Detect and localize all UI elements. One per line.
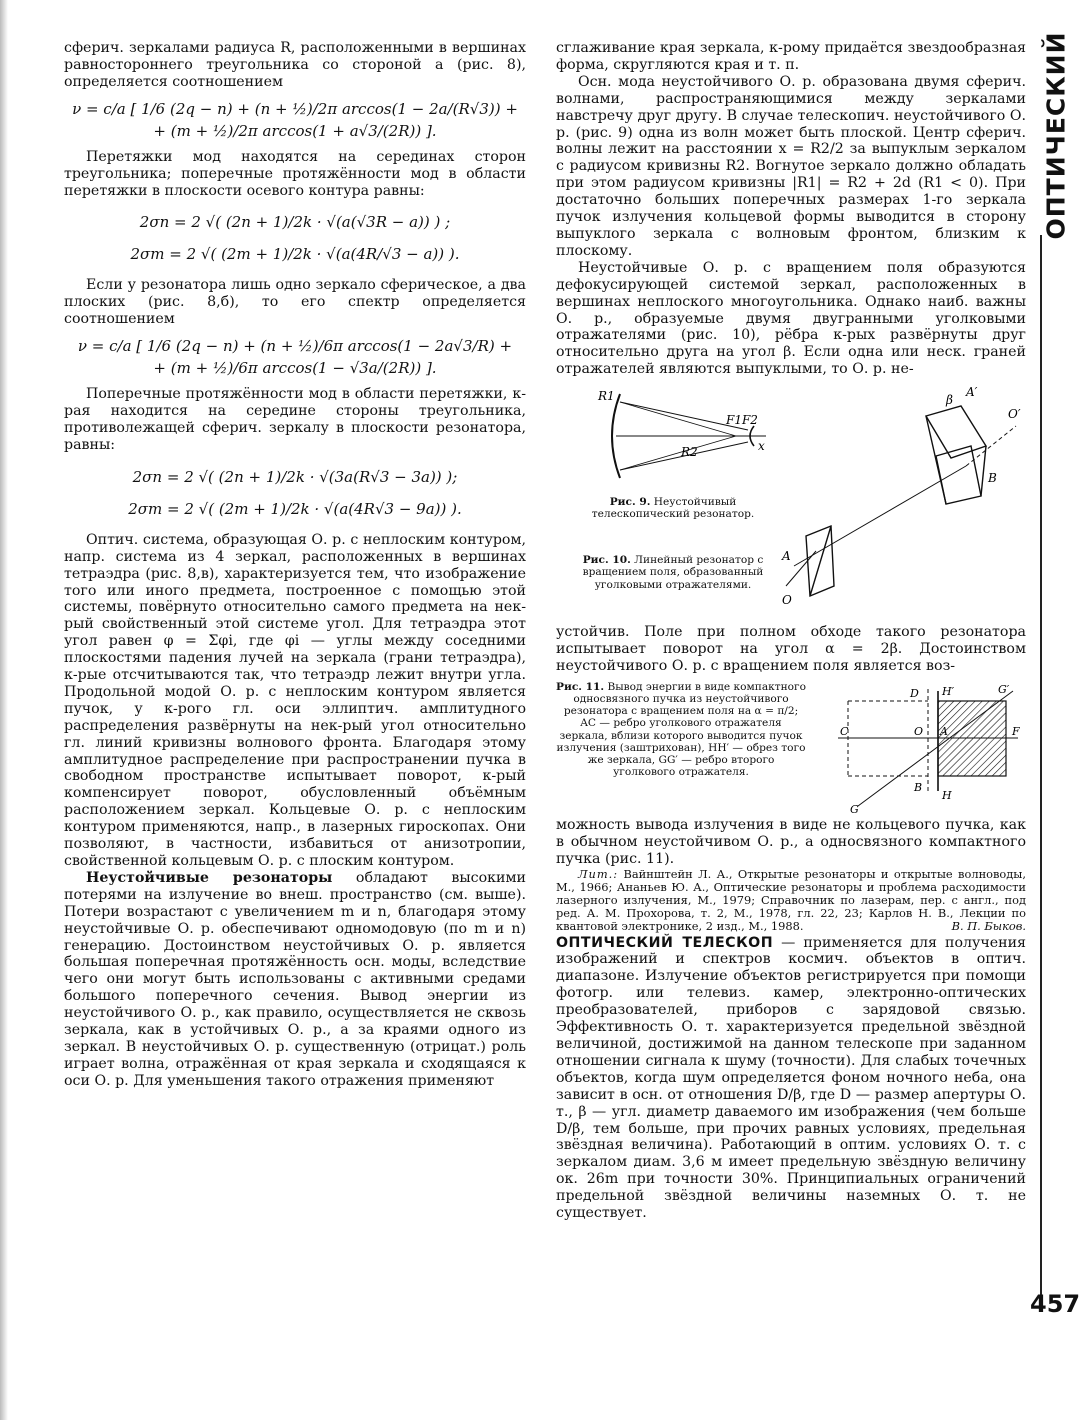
paragraph-text: — применяется для получения изображений и спектров космич. объектов в оптич. диапазоне. Излучение объектов регистрируется при помощи фотогр. или телевиз. камер, электронно-оптических преобразователей, приборов с зарядовой связью. Эффективность О. т. характеризуется предельной звёздной величиной, достижимой на данном телескопе при заданном отношении сигнала к шуму (точности). Для слабых точечных объектов, когда шум определяется фоном ночного неба, она зависит в осн. от отношения D/β, где D — размер апертуры О. т., β — угл. диаметр даваемого им изображения (чем больше D/β, тем больше, при прочих равных условиях, предельная звёздная величина). Работающий в оптим. условиях О. т. с зеркалом диам. 3,6 м имеет предельную звёздную величину ок. 26m при точности 30%. Принципиальных ограничений предельной звёздной величины наземных О. т. не существует. <box>556 934 1026 1222</box>
label-B: B <box>988 471 997 486</box>
label-H: H <box>942 788 952 802</box>
label-H-prime: H′ <box>942 684 955 698</box>
formula <box>64 98 526 142</box>
formula <box>64 335 526 379</box>
caption-text: Линейный резонатор с вращением поля, образованный уголковыми отражателями. <box>582 554 764 591</box>
paragraph: Неустойчивые О. р. с вращением поля образуются дефокусирующей системой зеркал, расположенных в вершинах неплоского многоугольника. Однако наиб. важны О. р., образуемые двумя двугранными уголковыми отражателями (рис. 10), рёбра к-рых развёрнуты друг относительно друга на угол β. Если одна или неск. граней отражателей являются выпуклыми, то О. р. не- <box>556 259 1026 378</box>
fig11-caption <box>556 681 806 779</box>
side-running-head <box>1034 30 1078 240</box>
paragraph: можность вывода излучения в виде не кольцевого пучка, как в обычном неустойчивом О. р., а односвязного компактного пучка (рис. 11). <box>556 816 1026 867</box>
formula-line: 2σn = 2 √( (2n + 1)/2k · √(a(√3R − a)) ) ; <box>139 213 451 232</box>
paragraph: сглаживание края зеркала, к-рому придаётся звездообразная форма, скругляются края и т. п. <box>556 40 1026 73</box>
formula-line: ν = c/a [ 1/6 (2q − n) + (n + ½)/6π arccos(1 − 2a√3/R) + <box>77 337 513 356</box>
formula-line: + (m + ½)/6π arccos(1 − √3a/(2R)) ]. <box>153 359 437 378</box>
caption-text: Вывод энергии в виде компактного односвязного пучка из неустойчивого резонатора с вращением поля на α = π/2; AC — ребро уголкового отражателя зеркала, вблизи которого выводится пучок излучения (заштрихован), HH′ — обрез того же зеркала, GG′ — ребро второго уголкового отражателя. <box>556 680 806 779</box>
literature-heading: Лит.: <box>578 866 619 881</box>
caption-number: Рис. 11. <box>556 680 605 693</box>
paragraph: устойчив. Поле при полном обходе такого резонатора испытывает поворот на угол α = 2β. Достоинством неустойчивого О. р. с вращением поля является воз- <box>556 624 1026 674</box>
formula-line: + (m + ½)/2π arccos(1 + a√3/(2R)) ]. <box>153 121 437 140</box>
paragraph: Поперечные протяжённости мод в области перетяжки, к-рая находится на середине стороны треугольника, противолежащей сферич. зеркалу в плоскости резонатора, равны: <box>64 386 526 453</box>
paragraph: Если у резонатора лишь одно зеркало сферическое, а два плоских (рис. 8,б), то его спектр определяется соотношением <box>64 277 526 328</box>
formula-line: 2σm = 2 √( (2m + 1)/2k · √(a(4R/√3 − a)) ). <box>130 245 460 264</box>
label-B-11: B <box>914 780 923 794</box>
label-C: C <box>840 724 849 738</box>
right-column <box>556 40 1026 1222</box>
figure-10-diagram <box>776 386 1026 616</box>
label-A: A <box>782 549 791 564</box>
literature <box>556 868 1026 933</box>
side-label-text: ОПТИЧЕСКИЙ <box>1041 30 1071 240</box>
article-heading: ОПТИЧЕСКИЙ ТЕЛЕСКОП <box>556 934 774 951</box>
paragraph: Перетяжки мод находятся на серединах сторон треугольника; поперечные протяжённости мод в области перетяжки в плоскости осевого контура равны: <box>64 148 526 199</box>
label-R2: R2 <box>681 445 698 460</box>
label-R1: R1 <box>598 389 615 404</box>
paragraph: Оптич. система, образующая О. р. с неплоским контуром, напр. система из 4 зеркал, расположенных в вершинах тетраэдра (рис. 8,в), характеризуется тем, что изображение того или иного предмета, построенное с помощью этой системы, повёрнуто относительно самого предмета на нек-рый свойственный этой системе угол. Для тетраэдра этот угол равен φ = Σφi, где φi — углы между соседними плоскостями падения лучей на зеркала (грани тетраэдра), к-рые отсчитываются так, что тетраэдр лежит внутри угла. Продольной модой О. р. с неплоским контуром является пучок, у к-рого гл. оси эллиптич. амплитудного распределения развёрнуты на нек-рый угол относительно гл. линий кривизны волнового фронта. Благодаря этому амплитудное распределение при распространении пучка в свободном пространстве испытывает поворот, к-рый компенсирует поворот, обусловленный объёмным расположением зеркал. Кольцевые О. р. с неплоским контуром применяются, напр., в лазерных гироскопах. Они позволяют, в частности, избавиться от анизотропии, свойственной кольцевым О. р. с плоским контуром. <box>64 531 526 869</box>
side-rule <box>1040 235 1042 1295</box>
paragraph <box>64 870 526 1090</box>
fig10-caption <box>578 554 768 591</box>
label-x: x <box>758 439 765 454</box>
figure-11 <box>556 681 1026 817</box>
label-O-11: O <box>914 724 924 738</box>
caption-text: Неустойчивый телескопический резонатор. <box>591 496 755 521</box>
caption-number: Рис. 9. <box>609 496 651 509</box>
figure-9-diagram <box>576 386 776 491</box>
caption-number: Рис. 10. <box>582 554 631 567</box>
figure-11-diagram <box>818 681 1028 815</box>
fig9-caption <box>578 496 768 520</box>
left-column <box>64 40 526 1090</box>
paragraph <box>556 935 1026 1222</box>
label-G: G <box>850 802 859 815</box>
label-O-prime: O′ <box>1008 407 1021 422</box>
literature-text: Вайнштейн Л. А., Открытые резонаторы и открытые волноводы, М., 1966; Ананьев Ю. А., Оптические резонаторы и проблема расходимости лазерного излучения, М., 1979; Справочник по лазерам, пер. с англ., под ред. А. М. Прохорова, т. 2, М., 1978, гл. 22, 23; Карлов Н. В., Лекции по квантовой электронике, 2 изд., М., 1988. <box>556 866 1026 933</box>
label-F1F2: F1F2 <box>726 413 758 428</box>
label-F: F <box>1012 724 1020 738</box>
figures-9-10 <box>556 386 1026 624</box>
page-edge-shadow <box>0 0 8 1420</box>
term-heading: Неустойчивые резонаторы <box>86 869 333 886</box>
label-O: O <box>782 593 792 608</box>
formula <box>64 466 526 520</box>
label-A-prime: A′ <box>966 386 978 400</box>
page-number: 457 <box>1030 1290 1081 1318</box>
label-D: D <box>910 686 919 700</box>
formula <box>64 211 526 265</box>
label-G-prime: G′ <box>998 682 1010 696</box>
label-beta: β <box>946 393 953 408</box>
paragraph: Осн. мода неустойчивого О. р. образована двумя сферич. волнами, распространяющимися между зеркалами навстречу друг другу. В случае телескопич. неустойчивого О. р. (рис. 9) одна из волн может быть плоской. Центр сферич. волны лежит на расстоянии x = R2/2 за выпуклым зеркалом с радиусом кривизны R2. Вогнутое зеркало должно обладать при этом радиусом кривизны |R1| = R2 + 2d (R1 < 0). При достаточно больших поперечных размерах 1-го зеркала пучок излучения кольцевой формы выводится в сторону выпуклого зеркала с волновым фронтом, близким к плоскому. <box>556 73 1026 259</box>
formula-line: 2σm = 2 √( (2m + 1)/2k · √(a(4R√3 − 9a)) ). <box>128 499 462 518</box>
label-A-11: A <box>940 724 948 738</box>
formula-line: 2σn = 2 √( (2n + 1)/2k · √(3a(R√3 − 3a)) ); <box>132 467 458 486</box>
paragraph-text: обладают высокими потерями на излучение во внеш. пространство (см. выше). Потери возрастают с увеличением m и n, благодаря этому неустойчивые О. р. обеспечивают одномодовую (по m и n) генерацию. Достоинством неустойчивых О. р. является большая поперечная протяжённость осн. моды, вследствие чего они могут быть использованы с активными средами большого поперечного сечения. Вывод энергии из неустойчивого О. р., как правило, осуществляется не сквозь зеркала, как в устойчивых О. р., а за краями одного из зеркал. В неустойчивых О. р. существенную (отрицат.) роль играет волна, отражённая от края зеркала и сходящаяся к оси О. р. Для уменьшения такого отражения применяют <box>64 869 526 1089</box>
formula-line: ν = c/a [ 1/6 (2q − n) + (n + ½)/2π arccos(1 − 2a/(R√3)) + <box>72 99 518 118</box>
paragraph: сферич. зеркалами радиуса R, расположенными в вершинах равностороннего треугольника со стороной a (рис. 8), определяется соотношением <box>64 40 526 90</box>
literature-author: В. П. Быков. <box>951 918 1026 933</box>
